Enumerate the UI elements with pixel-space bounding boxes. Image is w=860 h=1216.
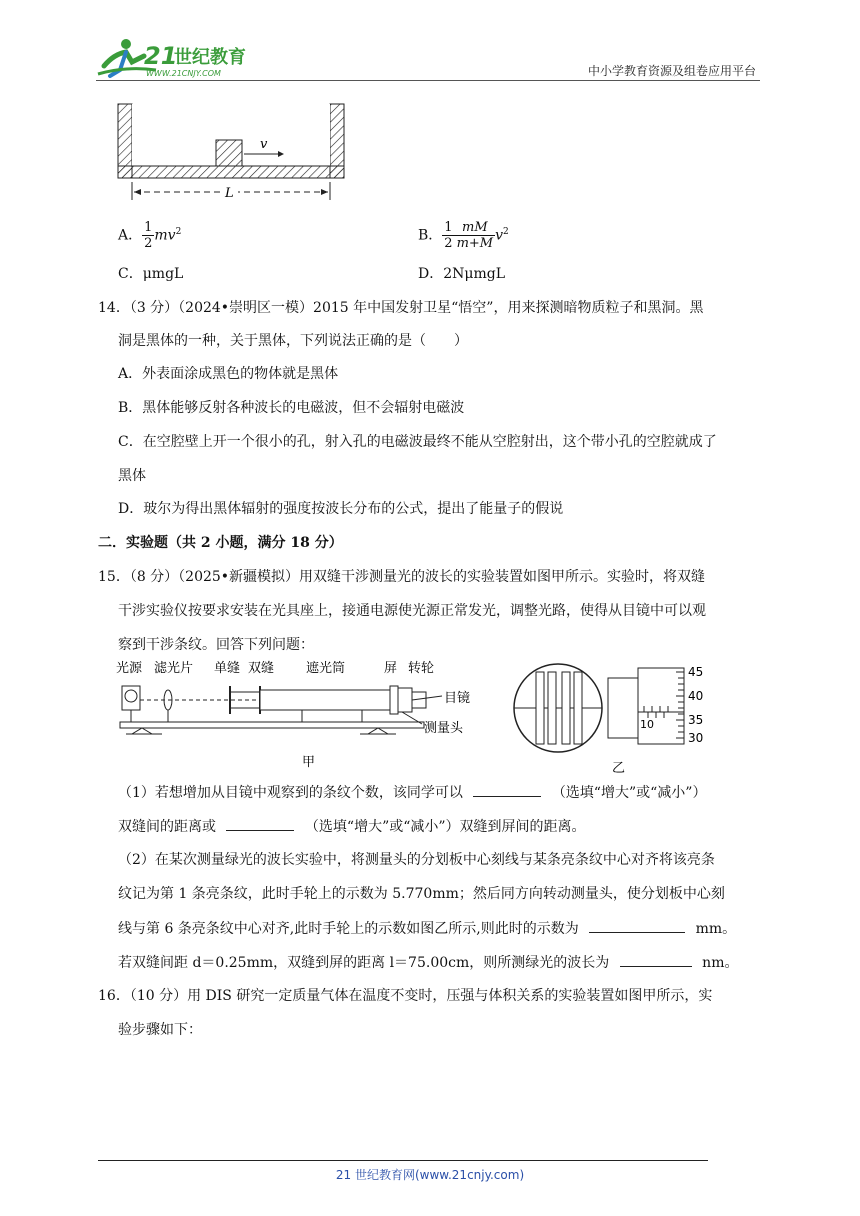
answer-blank-3[interactable] bbox=[589, 918, 685, 933]
q15-line1: 15．（8 分）（2025•新疆模拟）用双缝干涉测量光的波长的实验装置如图甲所示。实验时，将双缝 bbox=[98, 569, 706, 585]
q15-line3: 察到干涉条纹。回答下列问题： bbox=[118, 637, 314, 653]
svg-text:30: 30 bbox=[688, 731, 704, 745]
svg-text:双缝: 双缝 bbox=[248, 661, 275, 676]
q16-line2: 验步骤如下： bbox=[118, 1022, 202, 1038]
svg-text:测量头: 测量头 bbox=[424, 721, 464, 736]
platform-title: 中小学教育资源及组卷应用平台 bbox=[587, 64, 756, 78]
svg-text:35: 35 bbox=[688, 713, 704, 727]
svg-text:WWW.21CNJY.COM: WWW.21CNJY.COM bbox=[146, 69, 221, 78]
q13-figure bbox=[110, 96, 360, 208]
svg-text:10: 10 bbox=[640, 718, 654, 731]
q13-option-b: B． $\frac{1}{2}$ $\frac{mM}{m+M}$ $v^2$ bbox=[418, 220, 509, 251]
svg-text:世纪教育: 世纪教育 bbox=[174, 47, 246, 68]
footer-divider bbox=[98, 1160, 708, 1161]
q13-option-d: D．2NμmgL bbox=[418, 266, 506, 282]
answer-blank-4[interactable] bbox=[620, 952, 692, 967]
page-header bbox=[0, 0, 860, 86]
q15-line2: 干涉实验仪按要求安装在光具座上，接通电源使光源正常发光，调整光路，使得从目镜中可以观 bbox=[118, 603, 706, 619]
section-heading: 二．实验题（共 2 小题，满分 18 分） bbox=[98, 535, 343, 551]
block bbox=[216, 140, 242, 166]
svg-text:遮光筒: 遮光筒 bbox=[306, 661, 346, 676]
svg-text:屏: 屏 bbox=[384, 661, 398, 676]
q15-p2-line1: （2）在某次测量绿光的波长实验中，将测量头的分划板中心刻线与某条亮条纹中心对齐将该亮条 bbox=[118, 852, 715, 868]
q14-option-c-line1: C．在空腔壁上开一个很小的孔，射入孔的电磁波最终不能从空腔射出，这个带小孔的空腔就成了 bbox=[118, 434, 717, 450]
q14-option-a: A．外表面涂成黑色的物体就是黑体 bbox=[118, 366, 339, 382]
q15-p2-line2: 纹记为第 1 条亮条纹，此时手轮上的示数为 5.770mm；然后同方向转动测量头，使分划板中心刻 bbox=[118, 886, 725, 902]
footer-text[interactable]: 21 世纪教育网(www.21cnjy.com) bbox=[335, 1168, 525, 1182]
q15-p2-line4: 若双缝间距 d＝0.25mm，双缝到屏的距离 l＝75.00cm，则所测绿光的波长为 nm。 bbox=[118, 952, 738, 973]
svg-text:光源: 光源 bbox=[116, 661, 143, 676]
q15-p2-line3: 线与第 6 条亮条纹中心对齐,此时手轮上的示数如图乙所示,则此时的示数为 mm。 bbox=[118, 918, 736, 939]
svg-text:目镜: 目镜 bbox=[444, 691, 471, 706]
svg-text:滤光片: 滤光片 bbox=[154, 661, 194, 676]
svg-text:v: v bbox=[260, 137, 268, 152]
q13-option-a: A． $\frac{1}{2}$ $mv^2$ bbox=[118, 220, 182, 251]
svg-text:甲: 甲 bbox=[302, 755, 316, 770]
answer-blank-1[interactable] bbox=[473, 782, 541, 797]
q15-p1-line2: 双缝间的距离或 （选填“增大”或“减小”）双缝到屏间的距离。 bbox=[118, 816, 586, 837]
q14-line2: 洞是黑体的一种，关于黑体，下列说法正确的是（ ） bbox=[118, 333, 468, 349]
q15-figure-jia bbox=[112, 656, 512, 778]
q15-figure-yi bbox=[512, 660, 744, 778]
svg-text:乙: 乙 bbox=[612, 761, 626, 776]
q13-option-c: C．μmgL bbox=[118, 266, 184, 282]
header-divider bbox=[96, 80, 760, 81]
svg-text:转轮: 转轮 bbox=[408, 661, 435, 676]
svg-text:单缝: 单缝 bbox=[214, 661, 241, 676]
q14-option-c-line2: 黑体 bbox=[118, 468, 146, 484]
site-logo bbox=[96, 36, 266, 80]
q14-line1: 14．（3 分）（2024•崇明区一模）2015 年中国发射卫星“悟空”，用来探测暗物质粒子和黑洞。黑 bbox=[98, 300, 704, 316]
q14-option-d: D．玻尔为得出黑体辐射的强度按波长分布的公式，提出了能量子的假说 bbox=[118, 501, 564, 517]
svg-text:21: 21 bbox=[144, 42, 178, 70]
q14-option-b: B．黑体能够反射各种波长的电磁波，但不会辐射电磁波 bbox=[118, 400, 465, 416]
q15-p1-line1: （1）若想增加从目镜中观察到的条纹个数，该同学可以 （选填“增大”或“减小”） bbox=[118, 782, 706, 803]
svg-text:45: 45 bbox=[688, 665, 704, 679]
svg-text:L: L bbox=[225, 186, 234, 201]
answer-blank-2[interactable] bbox=[226, 816, 294, 831]
q16-line1: 16．（10 分）用 DIS 研究一定质量气体在温度不变时，压强与体积关系的实验装置如图甲所示，实 bbox=[98, 988, 713, 1004]
svg-text:40: 40 bbox=[688, 689, 704, 703]
